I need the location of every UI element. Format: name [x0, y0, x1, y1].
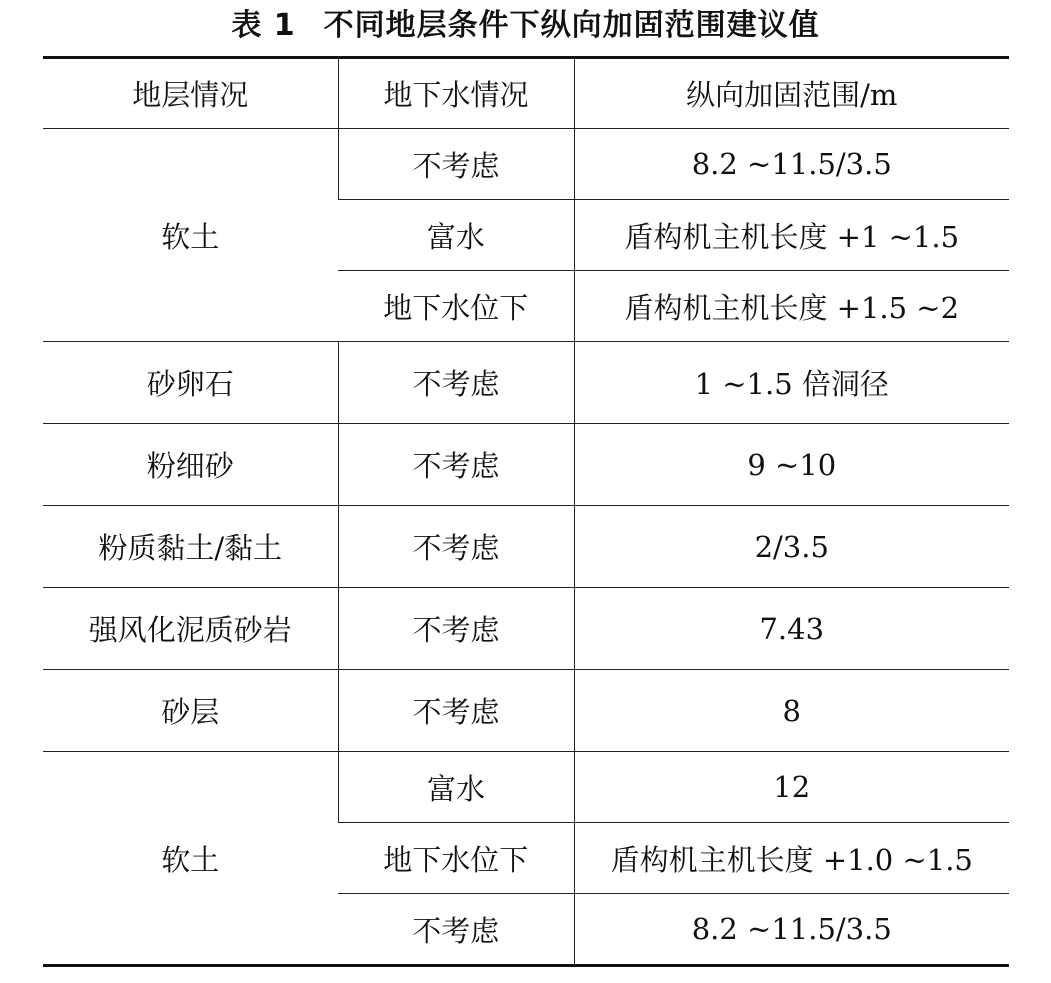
groundwater-cell: 不考虑 [338, 894, 574, 966]
range-cell: 8.2 ~11.5/3.5 [574, 894, 1009, 966]
groundwater-cell: 地下水位下 [338, 271, 574, 342]
stratum-cell: 强风化泥质砂岩 [43, 588, 338, 670]
range-cell: 8.2 ~11.5/3.5 [574, 129, 1009, 200]
range-cell: 12 [574, 752, 1009, 823]
header-cell-range: 纵向加固范围/m [574, 58, 1009, 129]
groundwater-cell: 不考虑 [338, 506, 574, 588]
header-row [43, 58, 1009, 129]
range-cell: 2/3.5 [574, 506, 1009, 588]
table-title: 不同地层条件下纵向加固范围建议值 [323, 8, 820, 43]
range-cell: 1 ~1.5 倍洞径 [574, 342, 1009, 424]
header-cell-groundwater: 地下水情况 [338, 58, 574, 129]
table-row [43, 342, 1009, 424]
table-row [43, 588, 1009, 670]
groundwater-cell: 不考虑 [338, 129, 574, 200]
reinforcement-table [43, 56, 1009, 967]
table-row [43, 752, 1009, 823]
stratum-cell: 软土 [43, 752, 338, 966]
stratum-cell: 砂层 [43, 670, 338, 752]
table-row [43, 129, 1009, 200]
stratum-cell: 粉细砂 [43, 424, 338, 506]
stratum-cell: 软土 [43, 129, 338, 342]
table-row [43, 670, 1009, 752]
range-cell: 盾构机主机长度 +1.0 ~1.5 [574, 823, 1009, 894]
groundwater-cell: 富水 [338, 752, 574, 823]
table-row [43, 506, 1009, 588]
table-row [43, 424, 1009, 506]
stratum-cell: 砂卵石 [43, 342, 338, 424]
range-cell: 7.43 [574, 588, 1009, 670]
range-cell: 盾构机主机长度 +1.5 ~2 [574, 271, 1009, 342]
groundwater-cell: 不考虑 [338, 670, 574, 752]
table-number: 表 1 [231, 8, 296, 43]
groundwater-cell: 富水 [338, 200, 574, 271]
groundwater-cell: 不考虑 [338, 588, 574, 670]
groundwater-cell: 不考虑 [338, 342, 574, 424]
groundwater-cell: 地下水位下 [338, 823, 574, 894]
table-caption [0, 4, 1051, 48]
groundwater-cell: 不考虑 [338, 424, 574, 506]
header-cell-stratum: 地层情况 [132, 78, 249, 112]
range-cell: 8 [574, 670, 1009, 752]
range-cell: 盾构机主机长度 +1 ~1.5 [574, 200, 1009, 271]
stratum-cell: 粉质黏土/黏土 [43, 506, 338, 588]
range-cell: 9 ~10 [574, 424, 1009, 506]
